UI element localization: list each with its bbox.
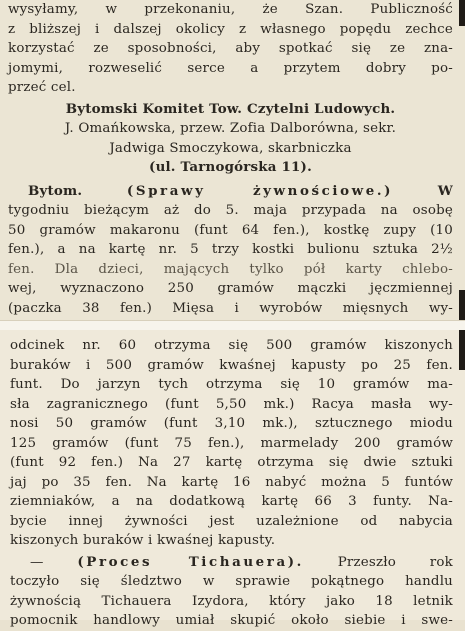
section-heading: (Sprawy żywnościowe.) xyxy=(126,182,394,199)
signers-line: Jadwiga Smoczykowa, skarbniczka xyxy=(109,140,352,156)
text-line: nosi 50 gramów (funt 3,10 mk.), sztucznego miodu xyxy=(10,416,453,431)
text-line: toczyło się śledztwo w sprawie pokątnego handlu xyxy=(10,574,453,589)
text-line: jomymi, rozweselić serce a przytem dobry po- xyxy=(8,60,453,76)
text-fragment: Przeszło rok xyxy=(337,554,453,570)
text-fragment: W xyxy=(437,182,453,199)
text-line: (paczka 38 fen.) Mięsa i wyrobów mięsnych wy- xyxy=(8,300,453,316)
text-line: jaj po 35 fen. Na kartę 16 nabyć można 5 funtów xyxy=(10,474,453,490)
column-rule xyxy=(459,330,465,370)
text-line: sła zagranicznego (funt 5,50 mk.) Racya masła wy- xyxy=(10,396,453,412)
column-rule xyxy=(459,290,465,320)
column-rule xyxy=(459,0,465,26)
text-line: żywnością Tichauera Izydora, który jako 18 letnik xyxy=(10,593,453,609)
article-bottom xyxy=(10,336,453,631)
article-top xyxy=(8,0,453,338)
text-line: tygodniu bieżącym aż do 5. maja przypada na osobę xyxy=(8,203,453,218)
text-line: fen. Dla dzieci, mających tylko pół karty chlebo- xyxy=(8,261,453,277)
text-line: pomocnik handlowy umiał skupić około siebie i swe- xyxy=(10,613,453,628)
text-line: z bliższej i dalszej okolicy z własnego popędu zechce xyxy=(8,21,453,37)
em-dash: — xyxy=(30,554,44,570)
text-line: kiszonych buraków i kwaśnej kapusty. xyxy=(10,533,276,548)
text-line: funt. Do jarzyn tych otrzyma się 10 gramów ma- xyxy=(10,377,453,392)
text-line: 50 gramów makaronu (funt 64 fen.), kostkę zupy (10 xyxy=(8,222,453,238)
text-line: ziemniaków, a na dodatkową kartę 66 3 funty. Na- xyxy=(10,494,453,509)
text-line: bycie innej żywności jest uzależnione od nabycia xyxy=(10,513,453,529)
place-name: Bytom. xyxy=(28,182,83,199)
text-line: buraków i 500 gramów kwaśnej kapusty po 25 fen. xyxy=(10,357,453,373)
text-line: wysyłamy, w przekonaniu, że Szan. Publiczność xyxy=(8,2,453,17)
text-line: korzystać ze sposobności, aby spotkać się ze zna- xyxy=(8,41,453,56)
text-line: przeć cel. xyxy=(8,80,76,95)
text-line: (funt 92 fen.) Na 27 kartę otrzyma się dwie sztuki xyxy=(10,455,453,470)
clipping-bottom xyxy=(0,330,465,628)
text-line: fen.), a na kartę nr. 5 trzy kostki bulionu sztuka 2½ xyxy=(8,242,453,257)
section-heading-line xyxy=(10,553,453,573)
text-line: odcinek nr. 60 otrzyma się 500 gramów kiszonych xyxy=(10,338,453,353)
committee-address: (ul. Tarnogórska 11). xyxy=(149,159,312,175)
text-line: 125 gramów (funt 75 fen.), marmelady 200 gramów xyxy=(10,435,453,451)
section-heading-line xyxy=(8,182,453,202)
committee-name: Bytomski Komitet Tow. Czytelni Ludowych. xyxy=(65,100,396,117)
text-line: wej, wyznaczono 250 gramów mączki jęczmiennej xyxy=(8,281,453,296)
signers-line: J. Omańkowska, przew. Zofia Dalborówna, sekr. xyxy=(64,121,397,136)
section-heading: (Proces Tichauera). xyxy=(77,553,304,570)
